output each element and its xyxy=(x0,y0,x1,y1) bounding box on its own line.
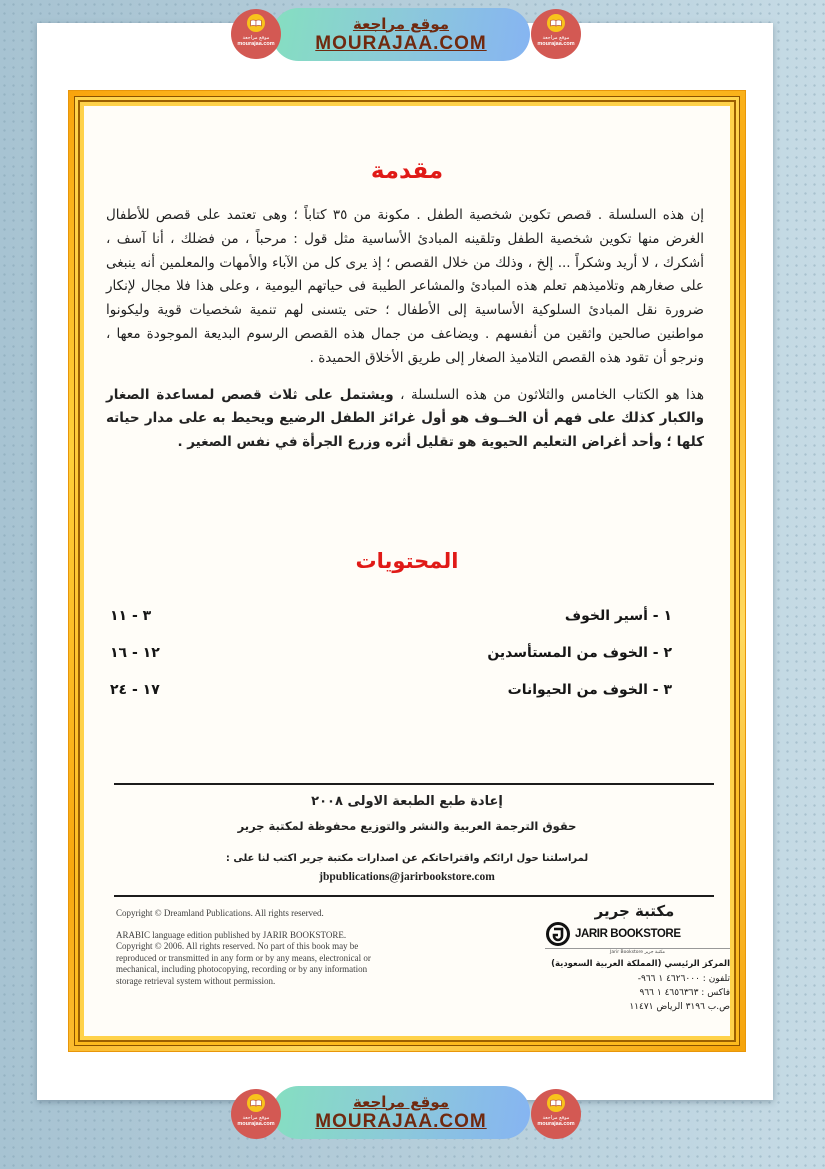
contact-email: jbpublications@jarirbookstore.com xyxy=(319,871,495,883)
contents-item xyxy=(110,608,672,624)
decorative-gold-frame xyxy=(68,90,746,1052)
rights-line: حقوق الترجمة العربية والنشر والتوزيع محفوظة لمكتبة جرير xyxy=(237,819,577,833)
badge-inner-circle xyxy=(247,14,265,32)
phone-line: تلفون : ٤٦٢٦٠٠٠ ١ ٩٦٦- xyxy=(637,974,730,984)
frame-inner-area xyxy=(78,100,736,1042)
divider-bottom xyxy=(114,895,714,897)
fax-line: فاكس : ٤٦٥٦٣٦٣ ١ ٩٦٦ xyxy=(639,988,730,998)
reprint-line: إعادة طبع الطبعة الاولى ٢٠٠٨ xyxy=(311,794,503,809)
contents-item-title: ٣ - الخوف من الحيوانات xyxy=(507,682,672,698)
site-watermark-footer xyxy=(272,1086,530,1139)
open-book-icon xyxy=(550,19,562,27)
site-badge xyxy=(531,9,581,59)
site-watermark-header xyxy=(272,8,530,61)
badge-site-name: موقع مراجعة xyxy=(542,1115,570,1121)
site-badge xyxy=(231,1089,281,1139)
watermark-site-name-arabic: موقع مراجعة xyxy=(352,1092,450,1111)
intro-text-block xyxy=(106,204,704,455)
divider-top xyxy=(114,783,714,785)
contents-page-range: ٣ - ١١ xyxy=(110,608,152,624)
watermark-site-domain: MOURAJAA.COM xyxy=(315,32,487,54)
contents-item-title: ١ - أسير الخوف xyxy=(564,608,672,624)
badge-inner-circle xyxy=(247,1094,265,1112)
badge-site-domain: mourajaa.com xyxy=(537,41,575,47)
intro-heading: مقدمة xyxy=(370,158,444,184)
publisher-tagline: مكتبة جرير Jarir Bookstore xyxy=(545,948,730,955)
po-box-line: ص.ب ٣١٩٦ الرياض ١١٤٧١ xyxy=(629,1002,730,1012)
contents-page-range: ١٧ - ٢٤ xyxy=(110,682,160,698)
copyright-notice: ARABIC language edition published by JARIR BOOKSTORE. Copyright © 2006. All rights reserved. No part of this book may be reproduced or transmitted in any form or by any means, electronical or mechanical, including photocopying, recording or by any information storage retrieval system without permission. xyxy=(116,929,371,986)
badge-site-domain: mourajaa.com xyxy=(237,41,275,47)
badge-inner-circle xyxy=(547,1094,565,1112)
contents-item-title: ٢ - الخوف من المستأسدين xyxy=(487,645,672,661)
head-office-line: المركز الرئيسي (المملكة العربية السعودية) xyxy=(551,959,730,969)
publisher-name-english: JARIR BOOKSTORE xyxy=(575,928,681,940)
frame-mid-band xyxy=(74,96,740,1046)
badge-site-domain: mourajaa.com xyxy=(237,1121,275,1127)
contents-item xyxy=(110,645,672,661)
badge-site-name: موقع مراجعة xyxy=(242,1115,270,1121)
watermark-site-domain: MOURAJAA.COM xyxy=(315,1110,487,1132)
contents-item xyxy=(110,682,672,698)
contents-list xyxy=(110,608,672,719)
contact-line: لمراسلتنا حول ارائكم واقتراحاتكم عن اصدارات مكتبة جرير اكتب لنا على : xyxy=(225,853,589,864)
book-page xyxy=(37,23,773,1100)
open-book-icon xyxy=(250,19,262,27)
publication-info xyxy=(80,794,734,883)
badge-site-name: موقع مراجعة xyxy=(542,35,570,41)
badge-inner-circle xyxy=(547,14,565,32)
contents-heading: المحتويات xyxy=(355,549,459,573)
paragraph-2-normal-span: هذا هو الكتاب الخامس والثلاثون من هذه السلسلة ، xyxy=(393,386,704,403)
open-book-icon xyxy=(550,1099,562,1107)
paragraph-2-bold-span: ويشتمل على ثلاث قصص لمساعدة الصغار والكبار كذلك على فهم أن الخــوف هو أول غرائز الطفل الرضيع ويحيط به على مدار حياته كلها ؛ وأحد أغراض التعليم الحيوية هو تقليل أثره وزرع الجرأة في نفس الصغير . xyxy=(106,386,704,451)
copyright-block xyxy=(116,908,384,997)
site-badge xyxy=(231,9,281,59)
open-book-icon xyxy=(250,1099,262,1107)
badge-site-domain: mourajaa.com xyxy=(537,1121,575,1127)
watermark-site-name-arabic: موقع مراجعة xyxy=(352,14,450,33)
intro-paragraph-1: إن هذه السلسلة . قصص تكوين شخصية الطفل . مكونة من ٣٥ كتاباً ؛ وهى تعتمد على قصص للأطفال الغرض منها تكوين شخصية الطفل وتلقينه المبادئ الأساسية مثل قول : مرحباً ، من فضلك ، أنا آسف ، أشكرك ، لا أريد وشكراً ... إلخ ، وذلك من خلال القصص ؛ إذ يرى كل من الآباء والأمهات والمعلمين أنه ينبغى على صغارهم وتلاميذهم تعلم هذه المبادئ والمشاعر الطيبة فى حياتهم اليومية ، وعلى هذا فلا مجال لإنكار ضرورة نقل المبادئ السلوكية الأساسية إلى الأطفال ؛ حتى يتسنى لهم تنمية شخصيات قوية وليكونوا مواطنين صالحين واثقين من أنفسهم . ويضاعف من جمال هذه القصص الرسوم البديعة الموجودة معها ، ونرجو أن تقود هذه القصص التلاميذ الصغار إلى طريق الأخلاق الحميدة . xyxy=(106,207,704,366)
copyright-line: Copyright © Dreamland Publications. All rights reserved. xyxy=(116,908,324,918)
publisher-logo-row xyxy=(545,921,730,947)
badge-site-name: موقع مراجعة xyxy=(242,35,270,41)
publisher-name-arabic: مكتبة جرير xyxy=(594,902,675,920)
contents-page-range: ١٢ - ١٦ xyxy=(110,645,160,661)
intro-paragraph-2 xyxy=(106,384,704,455)
publisher-block xyxy=(545,902,730,1014)
site-badge xyxy=(531,1089,581,1139)
jarir-bookstore-logo-icon xyxy=(545,921,571,947)
